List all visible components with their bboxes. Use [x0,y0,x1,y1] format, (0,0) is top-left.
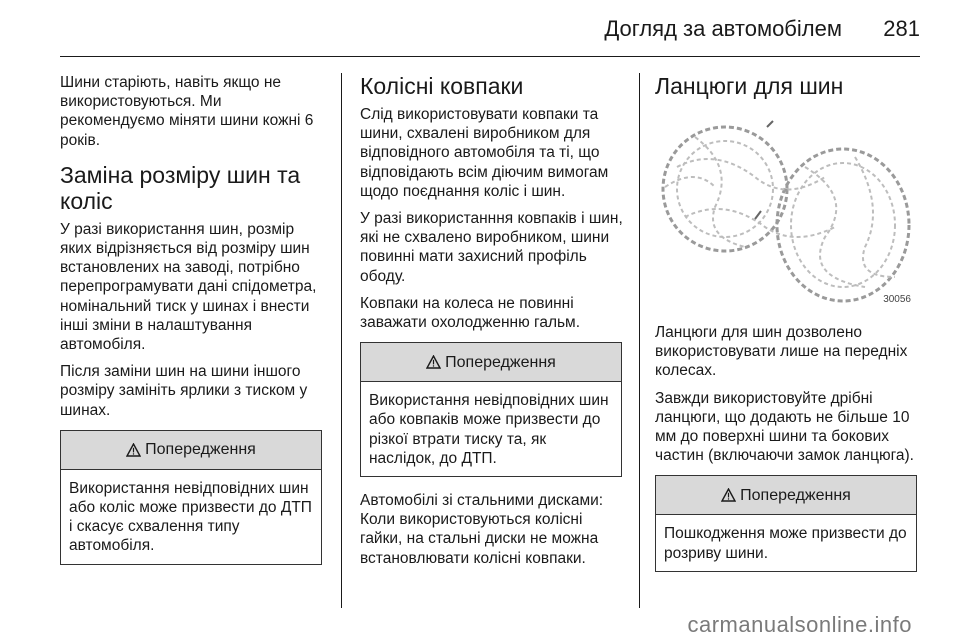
column-1 [60,73,326,573]
page-number: 281 [883,16,920,41]
snow-chains-illustration [655,107,917,313]
paragraph: Після заміни шин на шини іншого розміру замініть ярлики з тиском у шинах. [60,363,308,419]
snow-chains-drawing [655,107,917,313]
section-heading-wheel-covers: Колісні ковпаки [360,73,524,99]
column-2 [360,73,626,576]
warning-title: Попередження [145,441,256,459]
warning-triangle-icon [426,355,441,369]
watermark: carmanualsonline.info [687,612,912,637]
page-title: Догляд за автомобілем [604,16,842,41]
warning-title: Попередження [445,353,556,371]
paragraph: Завжди використовуйте дрібні ланцюги, що додають не більше 10 мм до поверхні шини та бокових частин (включаючи замок ланцюга). [655,389,914,465]
figure-number: 30056 [883,293,911,305]
page-header [0,0,960,66]
section-heading-snow-chains: Ланцюги для шин [655,73,844,99]
header-divider [60,56,920,57]
warning-box [655,475,917,571]
paragraph: Ланцюги для шин дозволено використовувати лише на передніх колесах. [655,324,908,380]
warning-header [656,476,916,515]
warning-box [60,430,322,565]
warning-text: Використання невідповідних шин або ковпаків може призвести до різкої втрати тиску та, як наслідок, до ДТП. [369,392,609,467]
paragraph: У разі використання шин, розмір яких відрізняється від розміру шин встановлених на заводі, потрібно перепрограмувати дані спідометра, номінальний тиск у шинах і внести інші зміни в налаштування автомобіля. [60,220,317,354]
warning-triangle-icon [721,488,736,502]
column-3 [655,73,921,580]
warning-triangle-icon [126,443,141,457]
paragraph: Автомобілі зі стальними дисками: Коли використовуються колісні гайки, на стальні диски не можна встановлювати колісні ковпаки. [360,492,604,567]
warning-header [361,343,621,382]
warning-text: Використання невідповідних шин або коліс може призвести до ДТП і скасує схвалення типу автомобіля. [69,479,312,555]
section-heading-tire-size: Заміна розміру шин та коліс [60,161,301,214]
paragraph: У разі використанння ковпаків і шин, які не схвалено виробником, шини повинні мати захисний профіль ободу. [360,210,623,285]
warning-title: Попередження [740,486,851,504]
paragraph: Ковпаки на колеса не повинні заважати охолодженню гальм. [360,294,581,332]
warning-box [360,342,622,477]
column-divider-1 [341,73,342,608]
column-divider-2 [639,73,640,608]
intro-paragraph: Шини старіють, навіть якщо не використовуються. Ми рекомендуємо міняти шини кожні 6 років. [60,74,314,149]
paragraph: Слід використовувати ковпаки та шини, схвалені виробником для відповідного автомобіля та ті, що відповідають всім діючим вимогам щодо поєднання коліс і шин. [360,106,609,200]
warning-text: Пошкодження може призвести до розриву шини. [664,525,907,562]
warning-header [61,431,321,470]
